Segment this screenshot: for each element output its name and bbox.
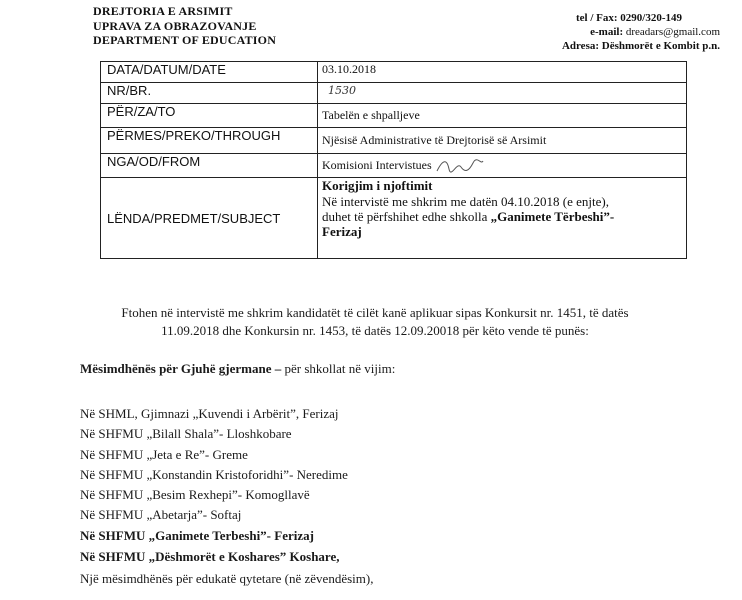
row-label: NR/BR.: [101, 83, 318, 104]
from-value: Komisioni Intervistues: [322, 157, 432, 172]
header-line-1: DREJTORIA E ARSIMIT: [93, 4, 233, 18]
subject-school: „Ganimete Tërbeshi”-: [490, 209, 615, 224]
subject-city: Ferizaj: [322, 224, 362, 239]
subject-cell: [318, 178, 687, 259]
table-row: [101, 83, 687, 104]
list-item: Në SHML, Gjimnazi „Kuvendi i Arbërit”, Ferizaj: [80, 406, 339, 421]
row-label: PËRMES/PREKO/THROUGH: [101, 128, 318, 154]
heading-rest: për shkollat në vijim:: [281, 361, 396, 376]
list-item: Në SHFMU „Jeta e Re”- Greme: [80, 446, 248, 462]
table-row: [101, 62, 687, 83]
row-value: [318, 83, 687, 104]
table-row: [101, 104, 687, 128]
email-line: [562, 25, 720, 39]
row-label: NGA/OD/FROM: [101, 154, 318, 178]
school-list: [80, 404, 680, 546]
position-line: Një mësimdhënës për edukatë qytetare (në zëvendësim),: [80, 571, 374, 586]
row-value: Njësisë Administrative të Drejtorisë së Arsimit: [318, 128, 687, 154]
section-heading: [80, 361, 680, 377]
contact-block: [562, 11, 720, 53]
tel-fax: tel / Fax: 0290/320-149: [575, 12, 682, 24]
list-item: Në SHFMU „Bilall Shala”- Lloshkobare: [80, 426, 292, 442]
subject-title: Korigjim i njoftimit: [322, 178, 433, 193]
paragraph-line: Ftohen në intervistë me shkrim kandidatët të cilët kanë aplikuar sipas Konkursit nr. 1451, të datës: [121, 305, 629, 320]
header-line-3: DEPARTMENT OF EDUCATION: [93, 33, 277, 47]
row-value: 03.10.2018: [318, 62, 687, 83]
department-header: [93, 4, 276, 48]
koshare-heading: Në SHFMU „Dëshmorët e Koshares” Koshare,: [80, 549, 340, 564]
subject-line: [322, 224, 682, 239]
table-row: [101, 128, 687, 154]
table-row: [101, 154, 687, 178]
header-line-2: UPRAVA ZA OBRAZOVANJE: [93, 18, 257, 33]
signature-icon: [435, 157, 485, 175]
row-label: LËNDA/PREDMET/SUBJECT: [101, 178, 318, 259]
intro-paragraph: [85, 304, 665, 340]
subject-line: Në intervistë me shkrim me datën 04.10.2018 (e enjte),: [322, 194, 610, 209]
list-item-highlight: Në SHFMU „Ganimete Terbeshi”- Ferizaj: [80, 527, 314, 543]
list-item: Në SHFMU „Besim Rexhepi”- Komogllavë: [80, 487, 310, 503]
handwritten-number: 1530: [328, 84, 356, 97]
row-label: PËR/ZA/TO: [101, 104, 318, 128]
list-item: Në SHFMU „Abetarja”- Softaj: [80, 507, 242, 523]
subject-body: [322, 194, 682, 239]
row-label: DATA/DATUM/DATE: [101, 62, 318, 83]
list-item: Në SHFMU „Konstandin Kristoforidhi”- Neredime: [80, 466, 348, 482]
email-label: e-mail:: [590, 26, 624, 38]
row-value: Tabelën e shpalljeve: [318, 104, 687, 128]
table-row: [101, 178, 687, 259]
heading-bold: Mësimdhënës për Gjuhë gjermane –: [80, 361, 282, 376]
row-value: [318, 154, 687, 178]
address: Adresa: Dëshmorët e Kombit p.n.: [561, 40, 720, 52]
subject-line: [322, 209, 682, 224]
paragraph-line: 11.09.2018 dhe Konkursin nr. 1453, të datës 12.09.20018 për këto vende të punës:: [161, 323, 589, 338]
subject-line-text: duhet të përfshihet edhe shkolla: [322, 209, 491, 224]
document-meta-table: [100, 61, 687, 259]
email-value: dreadars@gmail.com: [625, 26, 720, 38]
